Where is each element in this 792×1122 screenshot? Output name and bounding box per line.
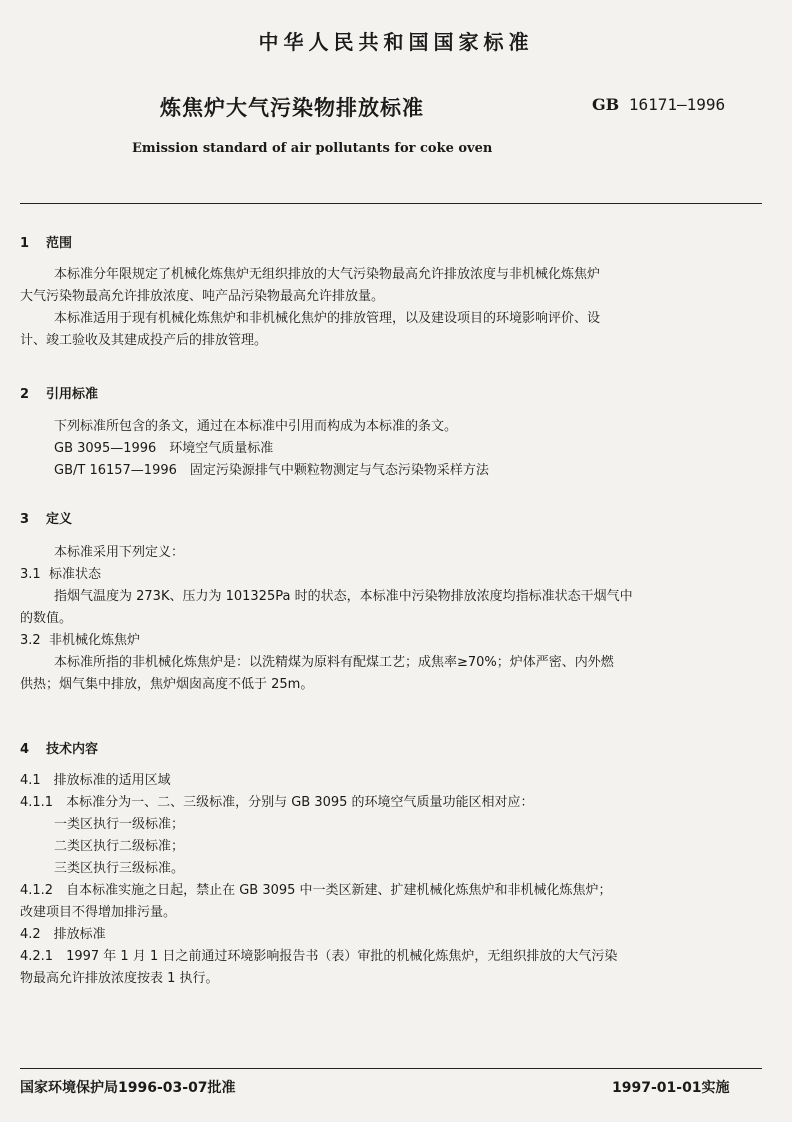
paragraph-line: 本标准采用下列定义： bbox=[54, 545, 185, 560]
section-3-body bbox=[20, 542, 762, 696]
clause-heading: 4.1 排放标准的适用区域 bbox=[20, 773, 171, 788]
definition-heading bbox=[20, 564, 762, 586]
clause-line: 物最高允许排放浓度按表 1 执行。 bbox=[20, 971, 219, 986]
paragraph-line: 下列标准所包含的条文，通过在本标准中引用而构成为本标准的条文。 bbox=[54, 419, 458, 434]
footer-divider bbox=[20, 1068, 762, 1069]
section-title: 技术内容 bbox=[46, 742, 99, 757]
section-number: 4 bbox=[20, 742, 30, 757]
reference-item: GB 3095—1996 环境空气质量标准 bbox=[54, 441, 274, 456]
paragraph-line: 本标准分年限规定了机械化炼焦炉无组织排放的大气污染物最高允许排放浓度与非机械化炼焦炉 bbox=[54, 267, 601, 282]
clause-line: 4.1.1 本标准分为一、二、三级标准，分别与 GB 3095 的环境空气质量功能区相对应： bbox=[20, 795, 534, 810]
standard-code-number: 16171—1996 bbox=[628, 95, 726, 114]
standard-code bbox=[592, 95, 725, 114]
paragraph-line: 本标准所指的非机械化炼焦炉是：以洗精煤为原料有配煤工艺；成焦率≥70%；炉体严密、内外燃 bbox=[54, 655, 614, 670]
section-3-heading bbox=[20, 508, 72, 527]
clause-heading: 4.2 排放标准 bbox=[20, 927, 106, 942]
paragraph-line: 的数值。 bbox=[20, 611, 73, 626]
section-title: 引用标准 bbox=[46, 387, 99, 402]
section-number: 3 bbox=[20, 512, 30, 527]
section-4-body bbox=[20, 770, 762, 990]
paragraph-line: 指烟气温度为 273K、压力为 101325Pa 时的状态，本标准中污染物排放浓度均指标准状态干烟气中 bbox=[54, 589, 633, 604]
clause-line: 4.2.1 1997 年 1 月 1 日之前通过环境影响报告书（表）审批的机械化炼焦炉，无组织排放的大气污染 bbox=[20, 949, 618, 964]
clause-line: 改建项目不得增加排污量。 bbox=[20, 905, 177, 920]
paragraph-line: 供热；烟气集中排放，焦炉烟囱高度不低于 25m。 bbox=[20, 677, 314, 692]
document-title-en: Emission standard of air pollutants for coke oven bbox=[132, 141, 493, 156]
section-1-body bbox=[20, 264, 762, 352]
reference-item: GB/T 16157—1996 固定污染源排气中颗粒物测定与气态污染物采样方法 bbox=[54, 463, 489, 478]
section-2-heading bbox=[20, 383, 98, 402]
zone-item: 三类区执行三级标准。 bbox=[54, 861, 185, 876]
section-number: 2 bbox=[20, 387, 30, 402]
clause-line: 4.1.2 自本标准实施之日起，禁止在 GB 3095 中一类区新建、扩建机械化炼焦炉和非机械化炼焦炉； bbox=[20, 883, 612, 898]
zone-item: 二类区执行二级标准； bbox=[54, 839, 185, 854]
definition-title: 标准状态 bbox=[48, 567, 101, 582]
definition-title: 非机械化炼焦炉 bbox=[48, 633, 140, 648]
section-number: 1 bbox=[20, 236, 30, 251]
definition-heading bbox=[20, 630, 762, 652]
section-title: 范围 bbox=[46, 236, 73, 251]
standard-code-prefix: GB bbox=[592, 95, 620, 114]
paragraph-line: 本标准适用于现有机械化炼焦炉和非机械化焦炉的排放管理，以及建设项目的环境影响评价、设 bbox=[54, 311, 601, 326]
section-4-heading bbox=[20, 738, 98, 757]
section-2-body bbox=[20, 416, 762, 482]
section-title: 定义 bbox=[46, 512, 73, 527]
zone-item: 一类区执行一级标准； bbox=[54, 817, 185, 832]
header-divider bbox=[20, 203, 762, 204]
paragraph-line: 大气污染物最高允许排放浓度、吨产品污染物最高允许排放量。 bbox=[20, 289, 385, 304]
national-standard-header: 中华人民共和国国家标准 bbox=[258, 30, 534, 54]
definition-number: 3.2 bbox=[20, 633, 41, 648]
definition-number: 3.1 bbox=[20, 567, 41, 582]
effective-date: 1997-01-01实施 bbox=[612, 1080, 730, 1096]
section-1-heading bbox=[20, 232, 72, 251]
paragraph-line: 计、竣工验收及其建成投产后的排放管理。 bbox=[20, 333, 268, 348]
document-title-zh: 炼焦炉大气污染物排放标准 bbox=[160, 96, 424, 120]
approval-date: 国家环境保护局1996-03-07批准 bbox=[20, 1080, 236, 1096]
